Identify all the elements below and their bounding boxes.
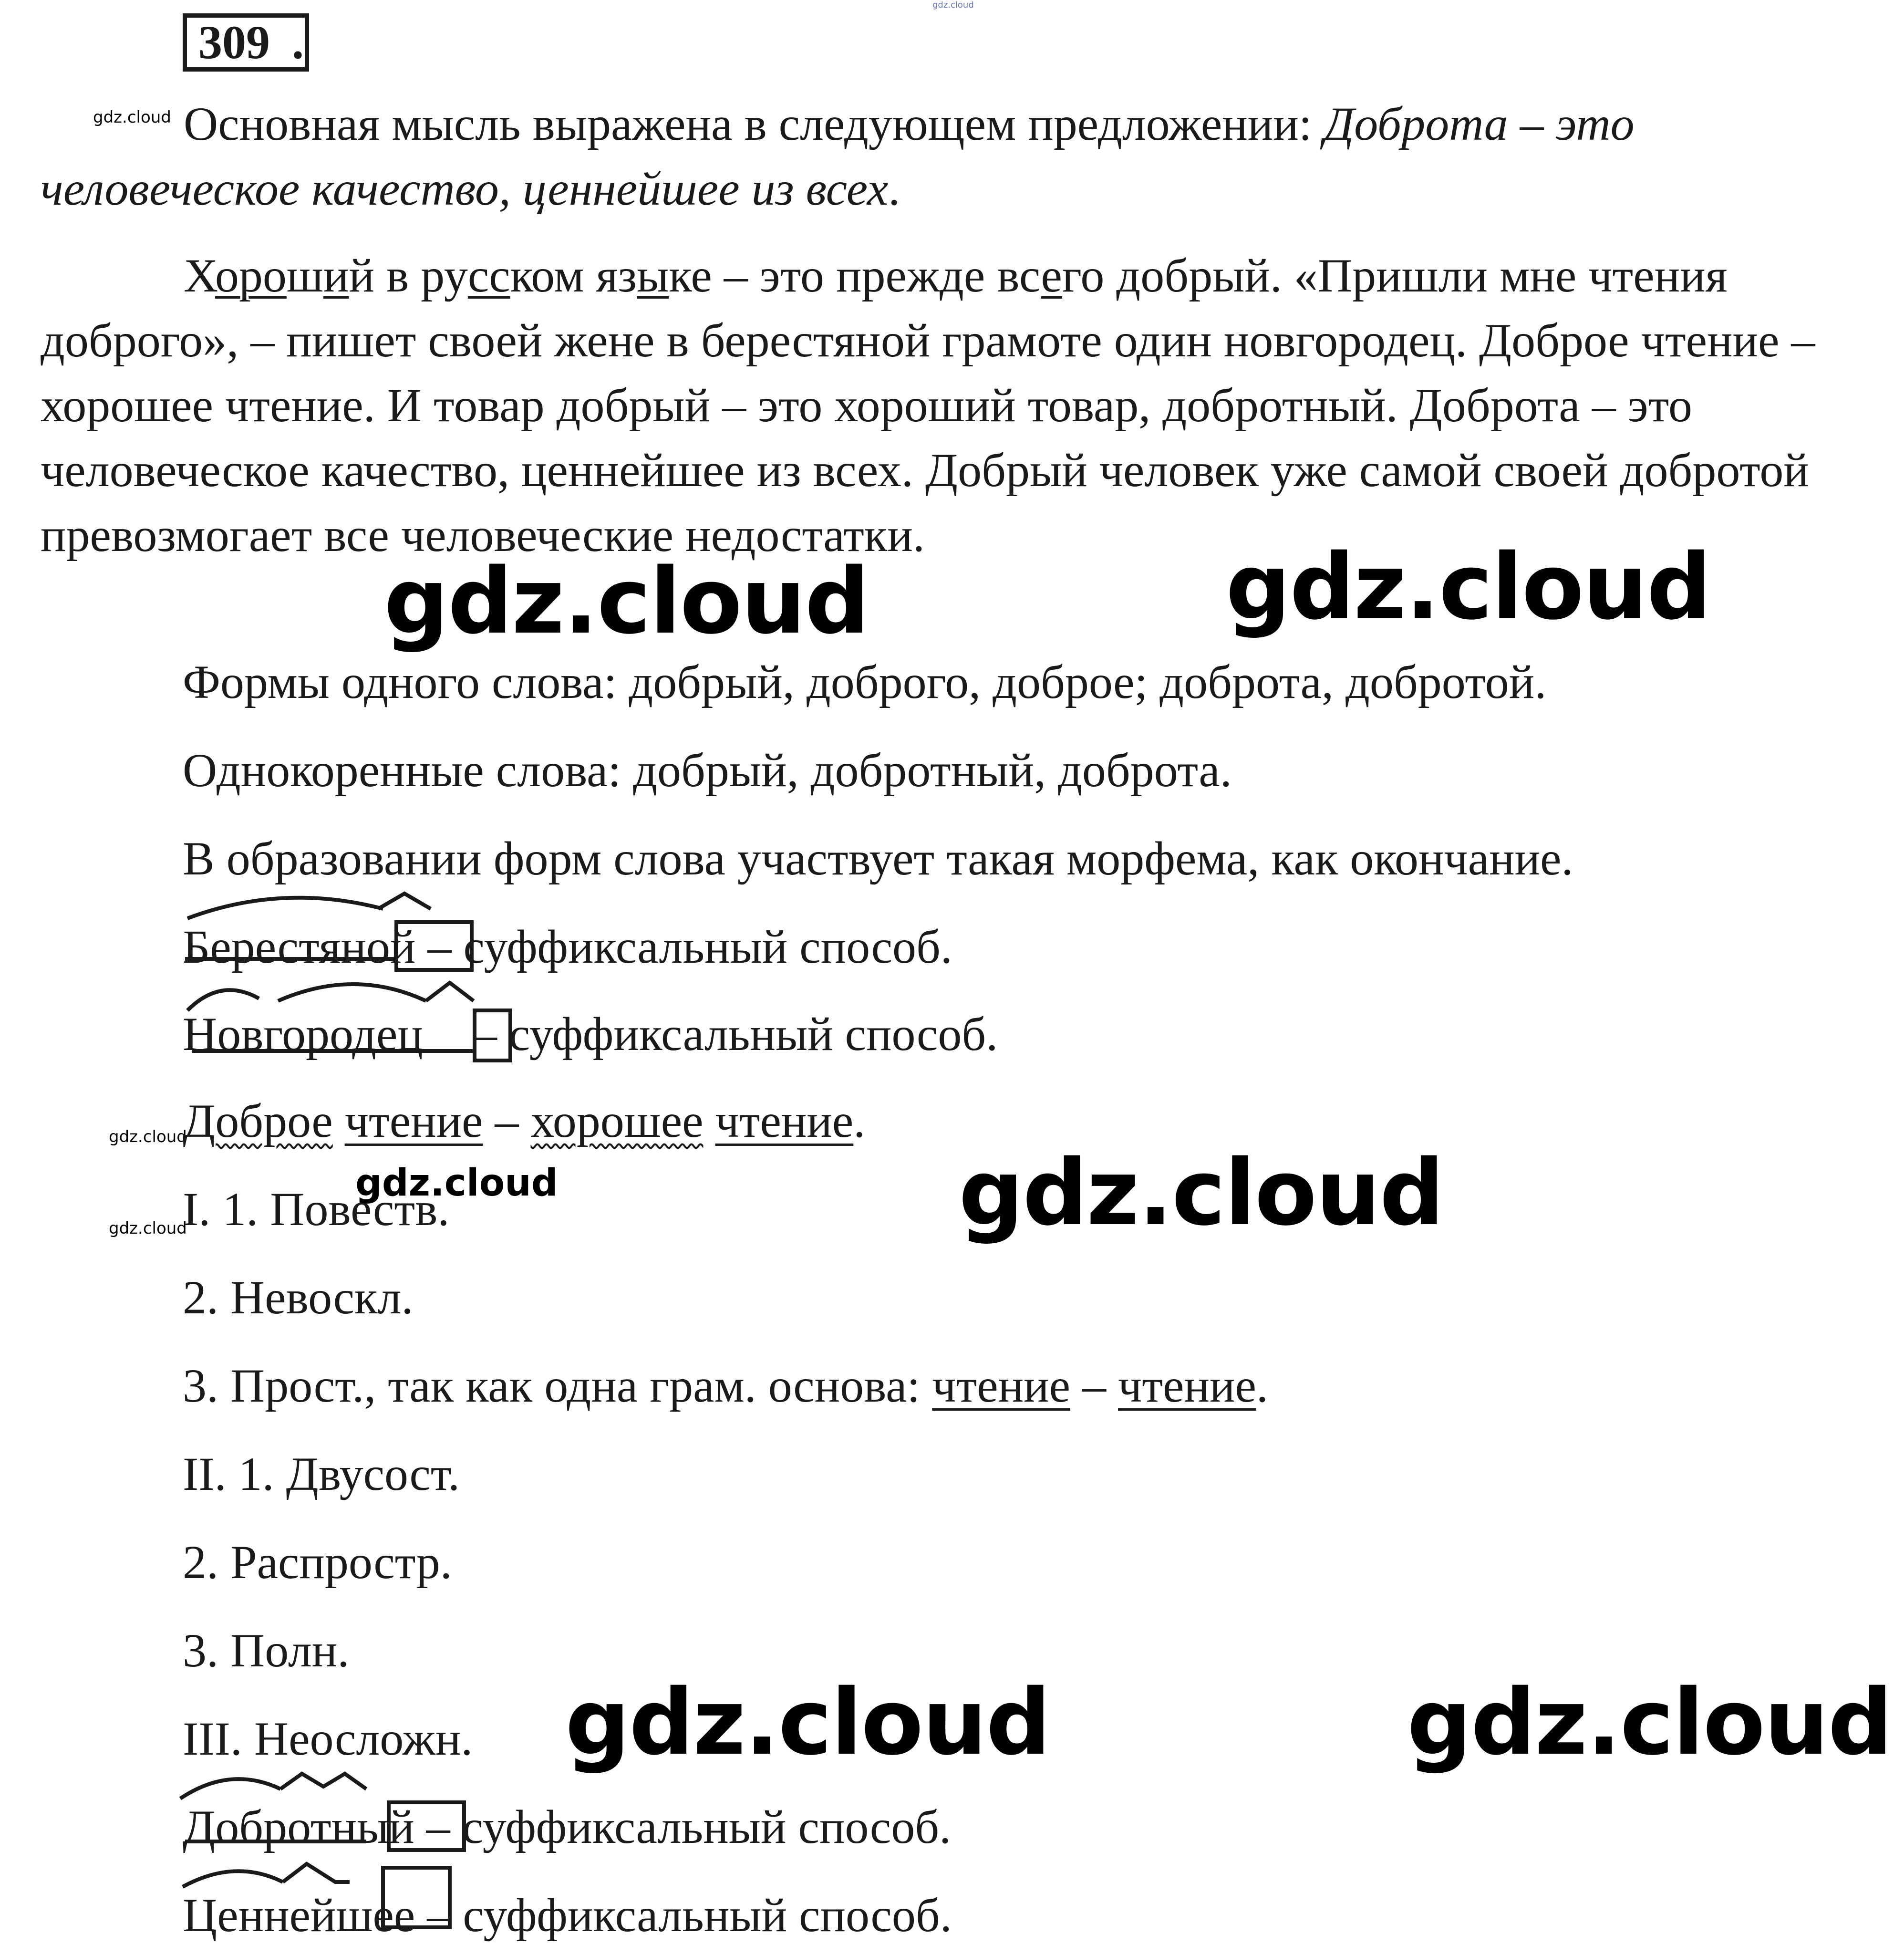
watermark-small: gdz.cloud <box>109 1127 187 1146</box>
cognates-line: Однокоренные слова: добрый, добротный, доброта. <box>183 744 1232 797</box>
tsenneyshee-word: Ценнейшее <box>183 1889 415 1942</box>
sentence-word-subject: чтение <box>344 1094 483 1147</box>
main-idea-lead: Основная мысль выражена в следующем предложении: <box>184 97 1324 150</box>
watermark-large: gdz.cloud <box>384 549 869 654</box>
watermark-large: gdz.cloud <box>1226 534 1711 640</box>
berestyanoy-ending: ой <box>366 920 416 973</box>
tsenneyshee-line <box>183 1887 952 1944</box>
sentence-dash: – <box>483 1094 531 1147</box>
exercise-number-dot: . <box>292 16 304 69</box>
orthogram-underlined: ы <box>637 249 669 302</box>
analysis-i2: 2. Невоскл. <box>183 1271 414 1324</box>
dobrotny-stem: Добротн <box>183 1800 357 1853</box>
source-text-paragraph <box>41 243 1886 568</box>
berestyanoy-rest: – суффиксальный способ. <box>415 920 952 973</box>
sentence-word-wavy: хорошее <box>530 1094 704 1147</box>
orthogram-underlined: и <box>323 249 349 302</box>
exercise-number: 309 <box>183 13 309 72</box>
dobrotny-ending: ый <box>357 1800 414 1853</box>
novgorodets-word: Новгородец <box>183 1008 423 1061</box>
main-idea-end: . <box>888 162 900 215</box>
watermark-tiny: gdz.cloud <box>932 0 974 10</box>
text-fragment: ком яз <box>510 249 637 302</box>
novgorodets-rest: – суффиксальный способ. <box>461 1008 998 1061</box>
text-fragment: Х <box>184 249 215 302</box>
novgorodets-line <box>183 1006 998 1063</box>
novgorodets-word-analysis <box>183 1006 423 1063</box>
watermark-large: gdz.cloud <box>959 1140 1444 1246</box>
text-fragment: й в ру <box>349 249 468 302</box>
dobrotny-line <box>183 1799 951 1856</box>
forms-line: Формы одного слова: добрый, доброго, доброе; доброта, добротой. <box>183 655 1547 708</box>
orthogram-underlined: е <box>1041 249 1062 302</box>
analysis-ii2: 2. Распростр. <box>183 1536 452 1589</box>
text-fragment: ке – это прежде вс <box>669 249 1041 302</box>
analysis-ii1: II. 1. Двусост. <box>183 1447 460 1500</box>
watermark-large: gdz.cloud <box>565 1670 1050 1775</box>
analysis-iii: III. Неосложн. <box>183 1712 473 1765</box>
text-fragment: ш <box>286 249 323 302</box>
analysis-i3-end: . <box>1256 1359 1268 1412</box>
berestyanoy-stem: Берестян <box>183 920 366 973</box>
dobrotny-word-analysis <box>183 1799 414 1856</box>
tsenneyshee-word-analysis <box>183 1887 415 1944</box>
analysis-i3-dash: – <box>1070 1359 1118 1412</box>
sentence-word-predicate: чтение <box>715 1094 854 1147</box>
sentence-word-wavy: Доброе <box>183 1094 333 1147</box>
dobrotny-rest: – суффиксальный способ. <box>414 1800 952 1853</box>
orthogram-underlined: оро <box>215 249 287 302</box>
watermark-large: gdz.cloud <box>1407 1670 1892 1775</box>
analysis-i1: I. 1. Повеств. <box>183 1183 450 1236</box>
main-idea-paragraph <box>41 92 1886 221</box>
sentence-end: . <box>853 1094 866 1147</box>
morpheme-line: В образовании форм слова участвует такая морфема, как окончание. <box>183 832 1573 885</box>
analysis-i3-predicate: чтение <box>1118 1359 1256 1412</box>
berestyanoy-word-analysis <box>183 918 415 976</box>
orthogram-underlined: сс <box>467 249 510 302</box>
watermark-small: gdz.cloud <box>93 108 171 127</box>
berestyanoy-line <box>183 918 952 976</box>
analysis-i3-subject: чтение <box>932 1359 1071 1412</box>
watermark-medium: gdz.cloud <box>355 1162 558 1205</box>
watermark-small: gdz.cloud <box>109 1219 187 1238</box>
tsenneyshee-rest: – суффиксальный способ. <box>415 1889 952 1942</box>
analysis-ii3: 3. Полн. <box>183 1624 350 1677</box>
text-fragment: го добрый. «Пришли мне чтения доброго», – пишет своей жене в берестяной грамоте один новгородец. Доброе чтение – хорошее чтение. И товар добрый – это хороший товар, добротный. Доброта – это человеческое качество, ценнейшее из всех. Добрый человек уже самой своей добротой превозмогает все человеческие недостатки. <box>41 249 1815 562</box>
analysis-i3 <box>183 1357 1268 1414</box>
analysis-i3-text: 3. Прост., так как одна грам. основа: <box>183 1359 932 1412</box>
main-idea-quote: Доброта – это человеческое качество, ценнейшее из всех <box>41 97 1635 215</box>
sentence-analysis-line <box>183 1092 865 1150</box>
